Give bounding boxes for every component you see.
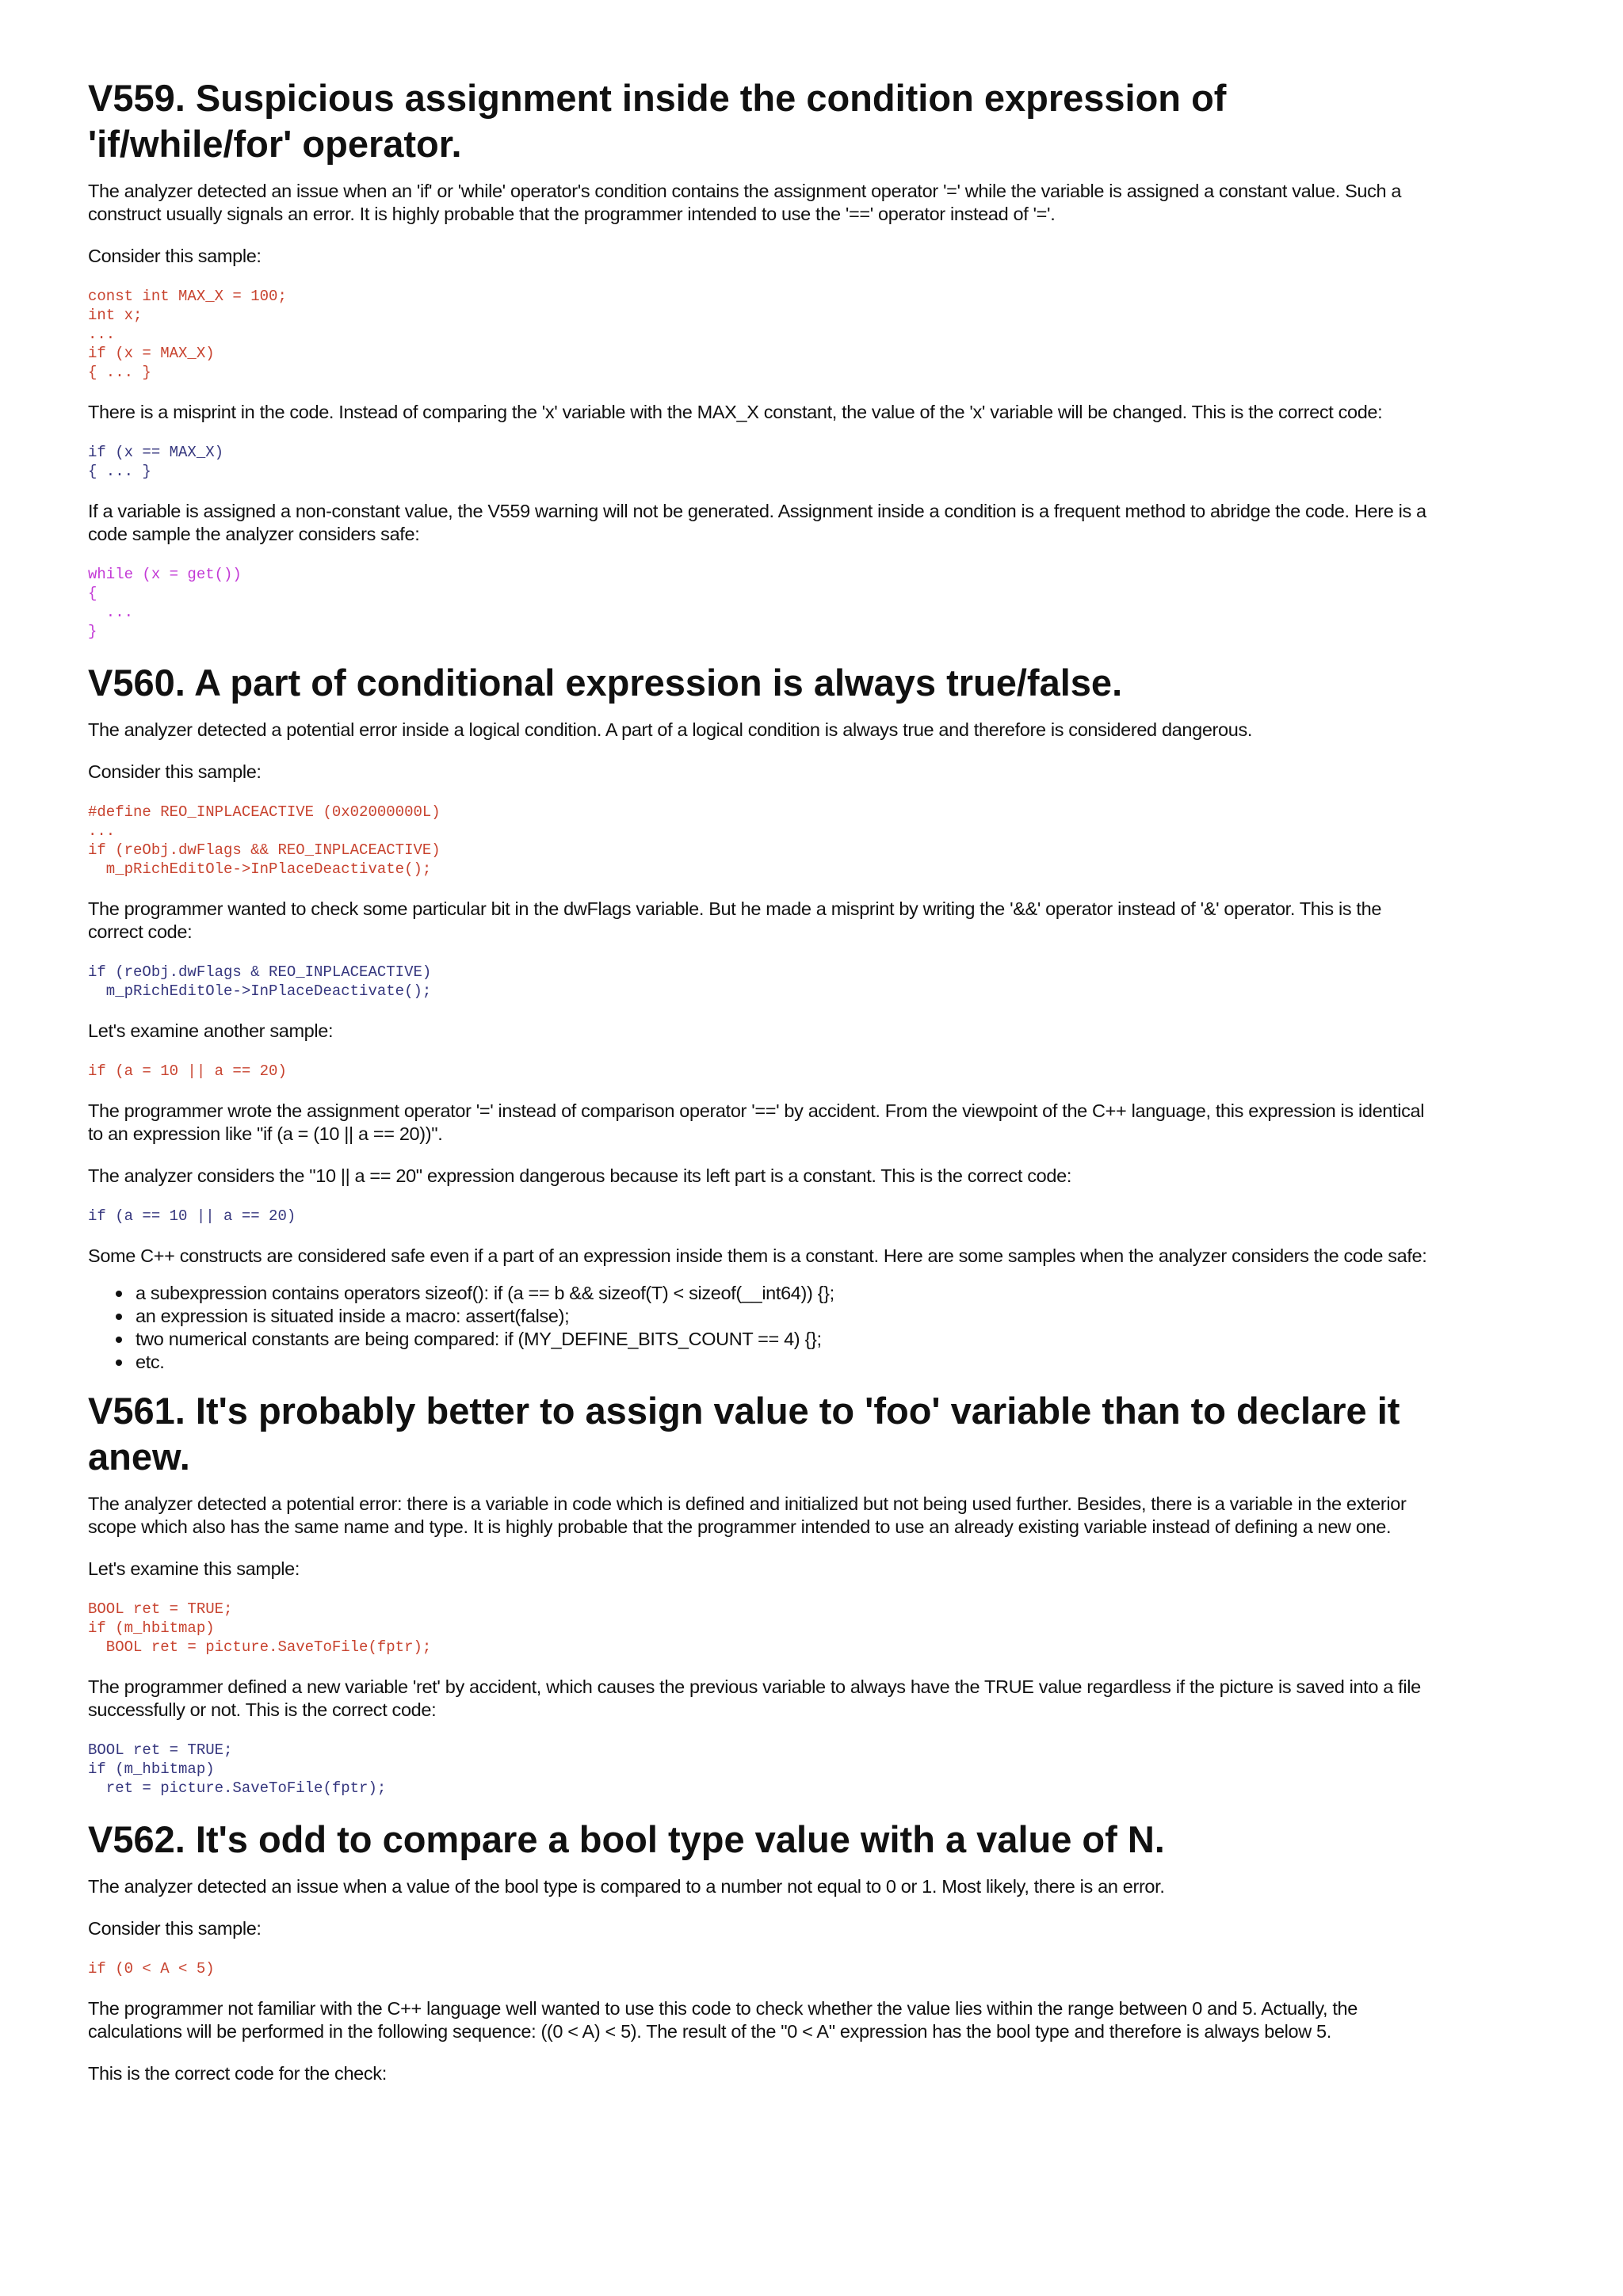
paragraph: Consider this sample: — [88, 761, 262, 782]
code-correct: if (x == MAX_X) { ... } — [88, 444, 224, 480]
code-sample: if (0 < A < 5) — [88, 1960, 215, 1978]
paragraph: The analyzer detected an issue when a value of the bool type is compared to a number not equal to 0 or 1. Most likely, there is an error. — [88, 1876, 1165, 1897]
section-title: V562. It's odd to compare a bool type value with a value of N. — [88, 1818, 1165, 1860]
list-item: two numerical constants are being compared: if (MY_DEFINE_BITS_COUNT == 4) {}; — [136, 1328, 1435, 1351]
section-v560 — [88, 660, 1435, 1374]
section-v561 — [88, 1388, 1435, 1798]
paragraph: There is a misprint in the code. Instead of comparing the 'x' variable with the MAX_X constant, the value of the 'x' variable will be changed. This is the correct code: — [88, 402, 1383, 422]
section-v559 — [88, 75, 1435, 641]
paragraph: The analyzer considers the "10 || a == 20" expression dangerous because its left part is a constant. This is the correct code: — [88, 1165, 1072, 1186]
paragraph: Consider this sample: — [88, 1918, 262, 1939]
paragraph: The programmer not familiar with the C++ language well wanted to use this code to check whether the value lies within the range between 0 and 5. Actually, the calculations will be performed in the following sequence: ((0 < A) < 5). The result of the "0 < A" expression has the bool type and therefore is always below 5. — [88, 1998, 1358, 2042]
paragraph: The programmer wanted to check some particular bit in the dwFlags variable. But he made a misprint by writing the '&&' operator instead of '&' operator. This is the correct code: — [88, 898, 1382, 942]
paragraph: Let's examine another sample: — [88, 1020, 334, 1041]
paragraph: The analyzer detected an issue when an 'if' or 'while' operator's condition contains the assignment operator '=' while the variable is assigned a constant value. Such a construct usually signals an error. It is highly probable that the programmer intended to use the '==' operator instead of '='. — [88, 181, 1402, 224]
list-item: etc. — [136, 1351, 1435, 1374]
paragraph: This is the correct code for the check: — [88, 2063, 387, 2084]
paragraph: The analyzer detected a potential error inside a logical condition. A part of a logical condition is always true and therefore is considered dangerous. — [88, 719, 1253, 740]
list-item: an expression is situated inside a macro: assert(false); — [136, 1305, 1435, 1328]
code-sample: if (a = 10 || a == 20) — [88, 1062, 287, 1080]
section-title: V560. A part of conditional expression is always true/false. — [88, 662, 1123, 704]
list-item: a subexpression contains operators sizeof(): if (a == b && sizeof(T) < sizeof(__int64)) {}; — [136, 1282, 1435, 1305]
section-title: V559. Suspicious assignment inside the condition expression of 'if/while/for' operator. — [88, 77, 1227, 165]
paragraph: The analyzer detected a potential error: there is a variable in code which is defined and initialized but not being used further. Besides, there is a variable in the exterior scope which also has the same name and type. It is highly probable that the programmer intended to use an already existing variable instead of defining a new one. — [88, 1493, 1407, 1537]
code-correct: if (a == 10 || a == 20) — [88, 1207, 296, 1225]
code-sample: const int MAX_X = 100; int x; ... if (x = MAX_X) { ... } — [88, 288, 287, 381]
code-correct: BOOL ret = TRUE; if (m_hbitmap) ret = picture.SaveToFile(fptr); — [88, 1741, 387, 1797]
paragraph: Some C++ constructs are considered safe even if a part of an expression inside them is a constant. Here are some samples when the analyzer considers the code safe: — [88, 1245, 1427, 1266]
paragraph: Let's examine this sample: — [88, 1558, 300, 1579]
code-sample: BOOL ret = TRUE; if (m_hbitmap) BOOL ret = picture.SaveToFile(fptr); — [88, 1600, 432, 1656]
bullet-list — [88, 1282, 1435, 1374]
paragraph: If a variable is assigned a non-constant value, the V559 warning will not be generated. Assignment inside a condition is a frequent method to abridge the code. Here is a code sample the analyzer considers safe: — [88, 501, 1426, 544]
paragraph: The programmer wrote the assignment operator '=' instead of comparison operator '==' by accident. From the viewpoint of the C++ language, this expression is identical to an expression like "if (a = (10 || a == 20))". — [88, 1100, 1425, 1144]
paragraph: The programmer defined a new variable 'ret' by accident, which causes the previous variable to always have the TRUE value regardless if the picture is saved into a file successfully or not. This is the correct code: — [88, 1676, 1421, 1720]
code-correct: if (reObj.dwFlags & REO_INPLACEACTIVE) m_pRichEditOle->InPlaceDeactivate(); — [88, 963, 432, 1000]
paragraph: Consider this sample: — [88, 246, 262, 266]
document-page — [88, 75, 1435, 2104]
section-title: V561. It's probably better to assign value to 'foo' variable than to declare it anew. — [88, 1390, 1400, 1478]
code-sample: #define REO_INPLACEACTIVE (0x02000000L) ... if (reObj.dwFlags && REO_INPLACEACTIVE) m_pRichEditOle->InPlaceDeactivate(); — [88, 803, 441, 878]
code-safe: while (x = get()) { ... } — [88, 566, 242, 640]
section-v562 — [88, 1817, 1435, 2085]
